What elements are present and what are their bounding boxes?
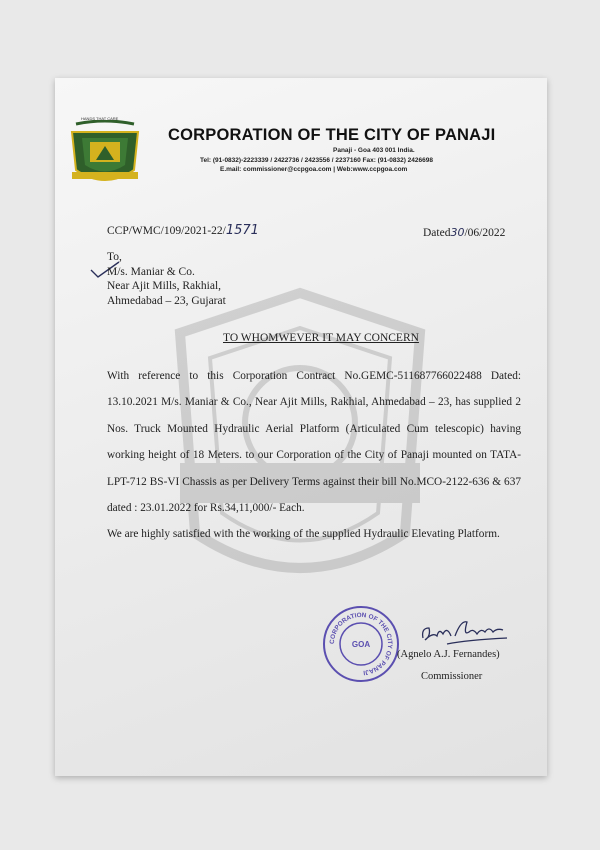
reference-prefix: CCP/WMC/109/2021-22/ <box>107 225 226 237</box>
signatory-title: Commissioner <box>421 671 483 682</box>
letter-page <box>55 78 547 776</box>
date-rest: /06/2022 <box>464 227 506 239</box>
organization-title: CORPORATION OF THE CITY OF PANAJI <box>168 126 496 144</box>
body-paragraph-2: We are highly satisfied with the working of the supplied Hydraulic Elevating Platform. <box>107 528 500 541</box>
seal-center-text: GOA <box>351 640 371 649</box>
phone-fax-line: Tel: (91-0832)-2223339 / 2422736 / 2423556 / 2237160 Fax: (91-0832) 2426698 <box>200 156 433 164</box>
reference-number <box>107 223 259 238</box>
email-web-line: E.mail: commissioner@ccpgoa.com | Web:www.ccpgoa.com <box>220 166 408 173</box>
address-line: Panaji - Goa 403 001 India. <box>333 147 415 154</box>
logo-motto: HANDS THAT CARE <box>81 116 119 121</box>
recipient-line-2: Ahmedabad – 23, Gujarat <box>107 294 226 307</box>
letterhead-contact <box>200 146 530 175</box>
recipient-address <box>107 250 226 308</box>
official-seal-icon <box>322 605 400 683</box>
corporation-logo-icon <box>68 120 142 192</box>
dated-label: Dated <box>423 227 451 239</box>
recipient-name: M/s. Maniar & Co. <box>107 265 195 278</box>
handwritten-day: 30 <box>450 226 465 239</box>
seal-ring-text: CORPORATION OF THE CITY OF PANAJI <box>328 611 394 676</box>
signatory-block <box>397 644 500 688</box>
body-paragraph-1: With reference to this Corporation Contract No.GEMC-511687766022488 Dated: 13.10.2021 M/s. Maniar & Co., Near Ajit Mills, Rakhial, Ahmedabad – 23, has supplied 2 Nos. Truck Mounted Hydraulic Aerial Platform (Articulated Cum telescopic) having working height of 18 Meters. to our Corporation of the City of Panaji mounted on TATA-LPT-712 BS-VI Chassis as per Delivery Terms against their bill No.MCO-2122-636 & 637 dated : 23.01.2022 for Rs.34,11,000/- Each. <box>107 370 521 515</box>
to-label: To, <box>107 251 122 263</box>
letter-body <box>107 363 521 548</box>
letter-subject: TO WHOMWEVER IT MAY CONCERN <box>223 332 419 344</box>
letter-date <box>423 226 505 239</box>
signatory-name: (Agnelo A.J. Fernandes) <box>397 649 500 660</box>
handwritten-reference-no: 1571 <box>225 223 259 238</box>
recipient-line-1: Near Ajit Mills, Rakhial, <box>107 280 222 292</box>
